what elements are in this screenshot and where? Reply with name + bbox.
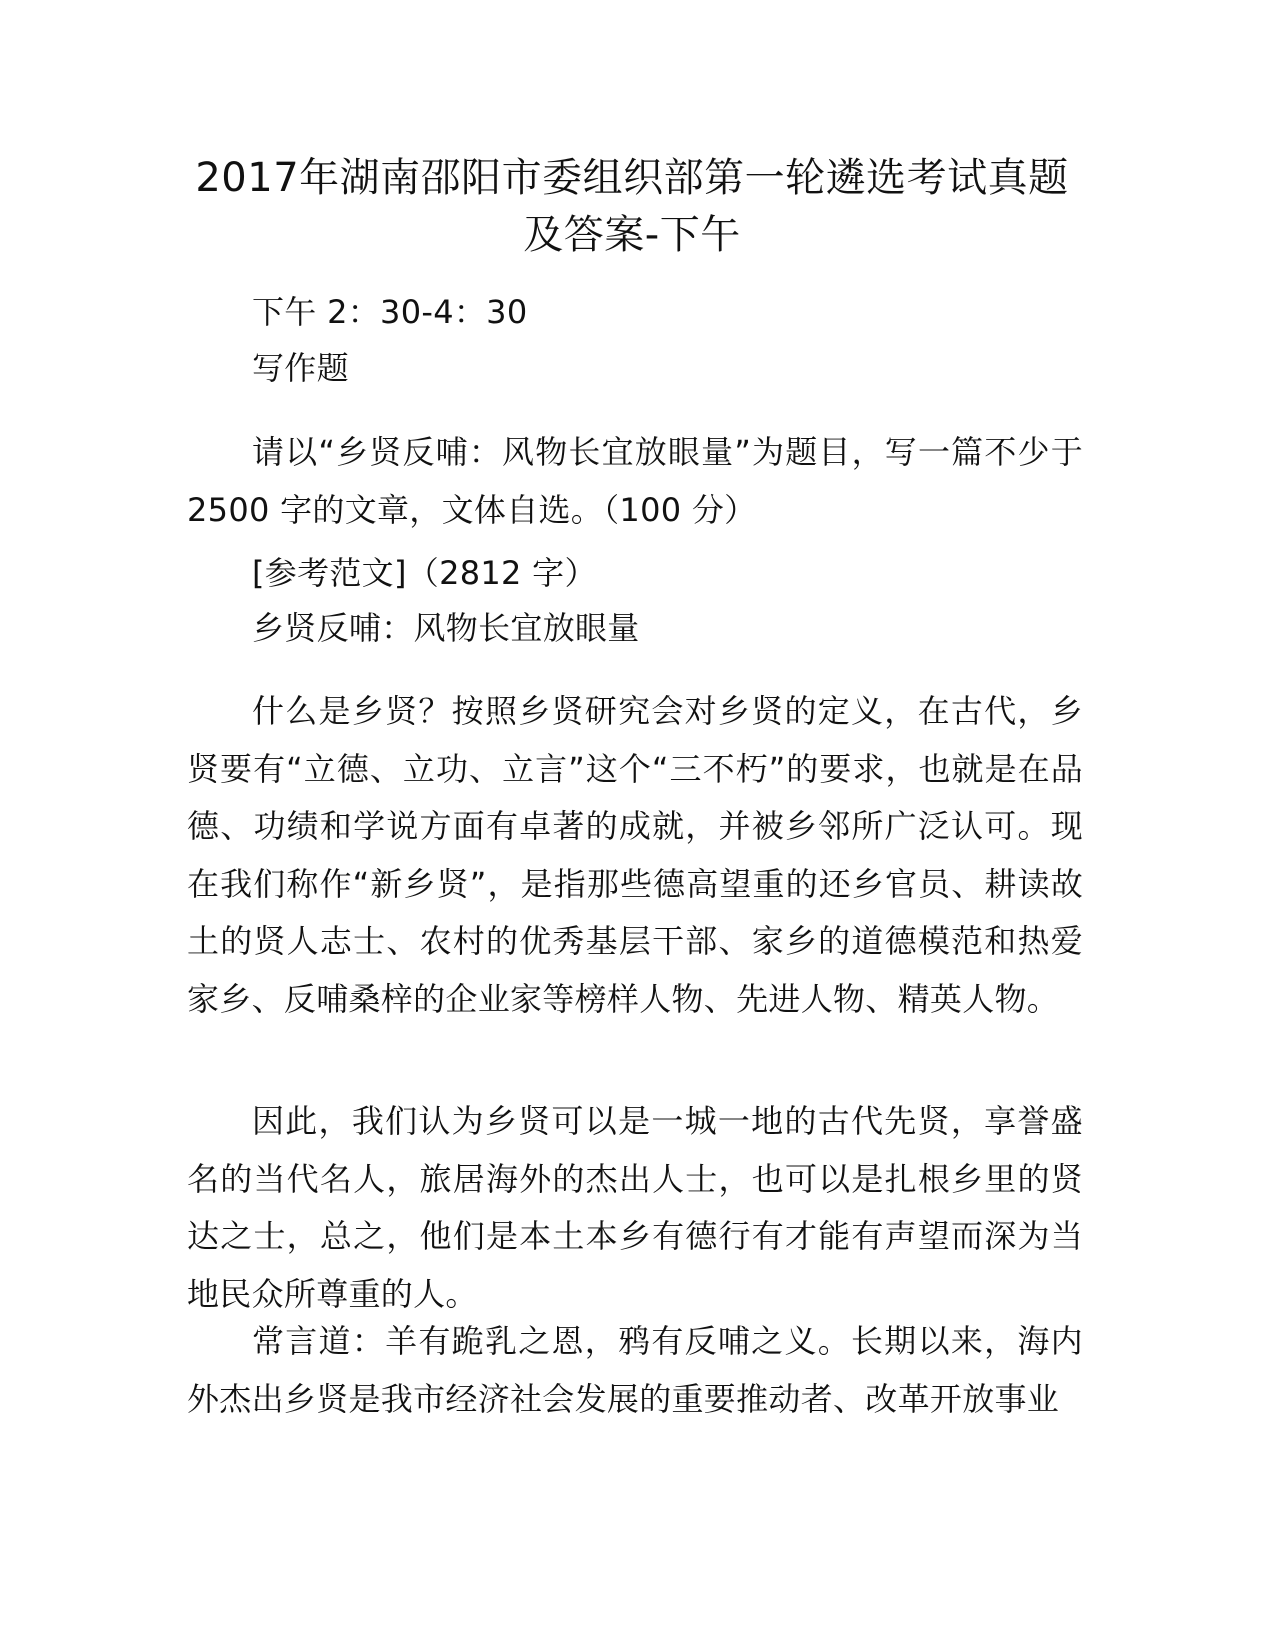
essay-paragraph-1: 什么是乡贤？按照乡贤研究会对乡贤的定义，在古代，乡贤要有“立德、立功、立言”这个“三不朽”的要求，也就是在品德、功绩和学说方面有卓著的成就，并被乡邻所广泛认可。现在我们称作“新乡贤”，是指那些德高望重的还乡官员、耕读故土的贤人志士、农村的优秀基层干部、家乡的道德模范和热爱家乡、反哺桑梓的企业家等榜样人物、先进人物、精英人物。 — [187, 692, 1083, 1018]
reference-essay-label: [参考范文]（2812 字） — [252, 554, 597, 592]
exam-time: 下午 2：30-4：30 — [252, 293, 528, 331]
writing-prompt: 请以“乡贤反哺：风物长宜放眼量”为题目，写一篇不少于 2500 字的文章，文体自选。（100 分） — [187, 433, 1083, 529]
essay-paragraph-3: 常言道：羊有跪乳之恩，鸦有反哺之义。长期以来，海内外杰出乡贤是我市经济社会发展的重要推动者、改革开放事业 — [187, 1322, 1083, 1418]
essay-title: 乡贤反哺：风物长宜放眼量 — [252, 609, 640, 647]
section-heading: 写作题 — [252, 349, 349, 387]
document-title: 2017年湖南邵阳市委组织部第一轮遴选考试真题及答案-下午 — [195, 155, 1069, 258]
essay-paragraph-2: 因此，我们认为乡贤可以是一城一地的古代先贤，享誉盛名的当代名人，旅居海外的杰出人士，也可以是扎根乡里的贤达之士，总之，他们是本土本乡有德行有才能有声望而深为当地民众所尊重的人。 — [187, 1102, 1083, 1313]
